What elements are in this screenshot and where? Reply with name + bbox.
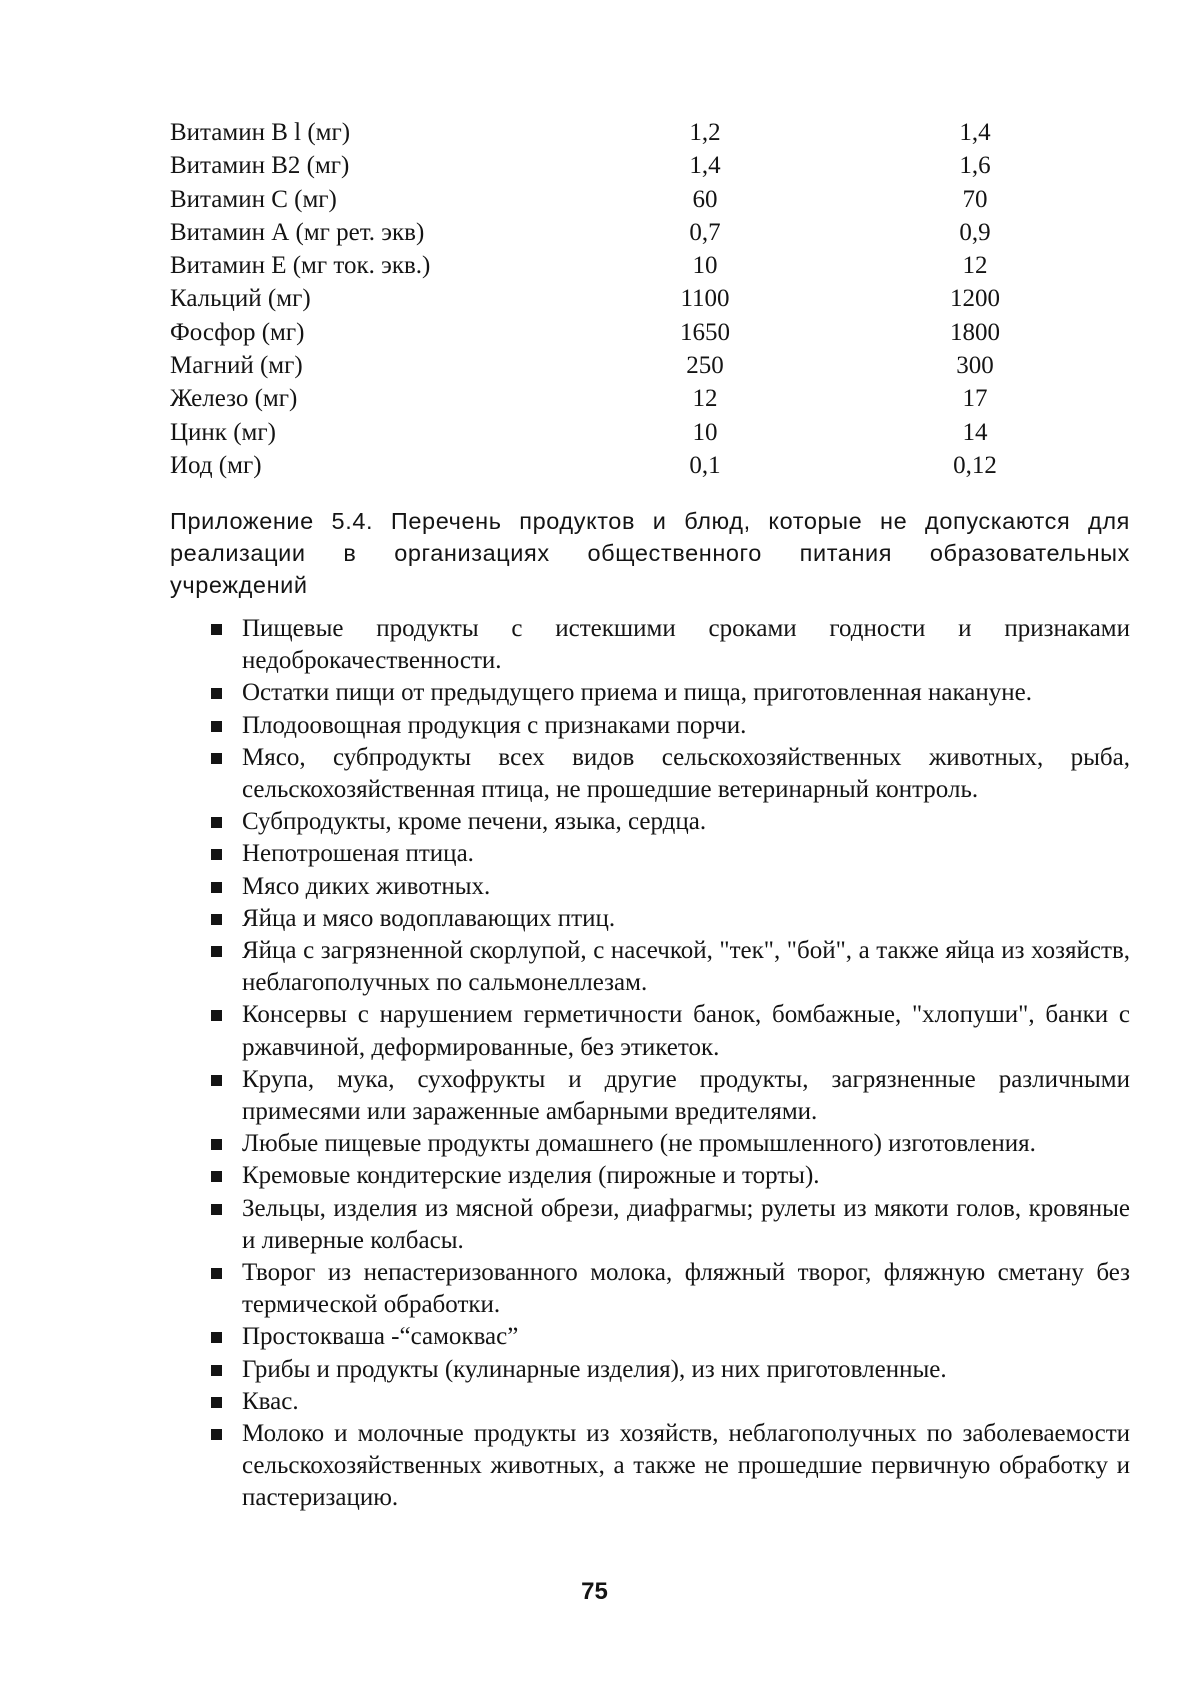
nutrient-value-col2: 17 xyxy=(962,385,988,413)
list-item-text: Субпродукты, кроме печени, языка, сердца. xyxy=(242,808,707,836)
nutrient-value-col1: 0,7 xyxy=(689,218,721,246)
appendix-heading: Приложение 5.4. Перечень продуктов и блюд, которые не допускаются для реализации в организациях общественного питания образовательных учреждений xyxy=(170,508,1130,598)
nutrient-name: Витамин А (мг рет. экв) xyxy=(170,218,425,246)
nutrient-value-col1: 1650 xyxy=(680,318,730,346)
list-item xyxy=(208,1257,1130,1321)
nutrient-row xyxy=(170,382,1050,415)
square-bullet-icon xyxy=(211,1075,222,1086)
square-bullet-icon xyxy=(211,1268,222,1279)
list-item xyxy=(208,1160,1130,1192)
list-item-text: Грибы и продукты (кулинарные изделия), из них приготовленные. xyxy=(242,1355,947,1383)
nutrient-row xyxy=(170,149,1050,182)
list-item-text: Квас. xyxy=(242,1387,299,1415)
nutrient-row xyxy=(170,183,1050,216)
list-item-text: Яйца с загрязненной скорлупой, с насечкой, "тек", "бой", а также яйца из хозяйств, неблагополучных по сальмонеллезам. xyxy=(242,937,1130,997)
list-item xyxy=(208,677,1130,709)
list-item xyxy=(208,1193,1130,1257)
list-item xyxy=(208,613,1130,677)
square-bullet-icon xyxy=(211,914,222,925)
nutrient-value-col2: 14 xyxy=(962,418,988,446)
list-item-text: Яйца и мясо водоплавающих птиц. xyxy=(242,904,616,932)
nutrient-value-col1: 60 xyxy=(692,185,718,213)
square-bullet-icon xyxy=(211,753,222,764)
nutrient-name: Железо (мг) xyxy=(170,385,298,413)
square-bullet-icon xyxy=(211,1010,222,1021)
list-item-text: Молоко и молочные продукты из хозяйств, неблагополучных по заболеваемости сельскохозяйственных животных, а также не прошедшие первичную обработку и пастеризацию. xyxy=(242,1420,1130,1512)
list-item-text: Зельцы, изделия из мясной обрези, диафрагмы; рулеты из мякоти голов, кровяные и ливерные колбасы. xyxy=(242,1194,1130,1254)
list-item xyxy=(208,1354,1130,1386)
list-item xyxy=(208,903,1130,935)
nutrient-value-col2: 70 xyxy=(962,185,988,213)
square-bullet-icon xyxy=(211,1397,222,1408)
nutrient-value-col1: 250 xyxy=(686,352,724,380)
square-bullet-icon xyxy=(211,882,222,893)
list-item xyxy=(208,935,1130,999)
nutrient-name: Магний (мг) xyxy=(170,352,303,380)
nutrient-value-col2: 1,4 xyxy=(959,119,991,146)
nutrient-name: Кальций (мг) xyxy=(170,285,311,313)
nutrient-value-col2: 0,9 xyxy=(959,218,991,246)
nutrient-name: Фосфор (мг) xyxy=(170,318,305,346)
square-bullet-icon xyxy=(211,1332,222,1343)
nutrient-value-col2: 0,12 xyxy=(953,451,997,479)
nutrient-name: Витамин В l (мг) xyxy=(170,119,351,146)
nutrient-name: Витамин С (мг) xyxy=(170,185,337,213)
list-item-text: Непотрошеная птица. xyxy=(242,840,474,868)
prohibited-products-list xyxy=(208,613,1130,1515)
list-item xyxy=(208,710,1130,742)
square-bullet-icon xyxy=(211,1171,222,1182)
nutrient-row xyxy=(170,249,1050,282)
nutrient-table xyxy=(170,116,1050,482)
list-item-text: Творог из непастеризованного молока, фляжный творог, фляжную сметану без термической обработки. xyxy=(242,1259,1130,1319)
square-bullet-icon xyxy=(211,1139,222,1150)
list-item-text: Крупа, мука, сухофрукты и другие продукты, загрязненные различными примесями или зараженные амбарными вредителями. xyxy=(242,1065,1130,1126)
square-bullet-icon xyxy=(211,849,222,860)
list-item-text: Мясо диких животных. xyxy=(242,872,491,900)
nutrient-value-col2: 12 xyxy=(962,252,988,280)
nutrient-row xyxy=(170,316,1050,349)
list-item-text: Любые пищевые продукты домашнего (не промышленного) изготовления. xyxy=(242,1130,1036,1158)
square-bullet-icon xyxy=(211,721,222,732)
nutrient-row xyxy=(170,282,1050,315)
list-item xyxy=(208,871,1130,903)
nutrient-value-col1: 10 xyxy=(692,418,718,446)
list-item xyxy=(208,742,1130,806)
square-bullet-icon xyxy=(211,1365,222,1376)
nutrient-value-col2: 1,6 xyxy=(959,152,991,180)
nutrient-row xyxy=(170,449,1050,482)
nutrient-row xyxy=(170,416,1050,449)
square-bullet-icon xyxy=(211,688,222,699)
list-item-text: Остатки пищи от предыдущего приема и пища, приготовленная накануне. xyxy=(242,679,1032,707)
list-item-text: Пищевые продукты с истекшими сроками годности и признаками недоброкачественности. xyxy=(242,615,1130,675)
list-item xyxy=(208,999,1130,1063)
list-item xyxy=(208,838,1130,870)
list-item xyxy=(208,806,1130,838)
list-item xyxy=(208,1386,1130,1418)
nutrient-value-col1: 0,1 xyxy=(689,451,721,479)
list-item xyxy=(208,1064,1130,1128)
list-item-text: Кремовые кондитерские изделия (пирожные и торты). xyxy=(242,1162,820,1190)
square-bullet-icon xyxy=(211,624,222,635)
list-item xyxy=(208,1128,1130,1160)
nutrient-name: Иод (мг) xyxy=(170,451,262,479)
nutrient-name: Витамин В2 (мг) xyxy=(170,152,350,180)
nutrient-value-col1: 1100 xyxy=(680,285,730,313)
nutrient-value-col2: 1200 xyxy=(950,285,1000,313)
nutrient-value-col1: 1,2 xyxy=(689,119,721,146)
nutrient-row xyxy=(170,216,1050,249)
nutrient-value-col1: 12 xyxy=(692,385,718,413)
list-item xyxy=(208,1321,1130,1353)
list-item-text: Мясо, субпродукты всех видов сельскохозяйственных животных, рыба, сельскохозяйственная птица, не прошедшие ветеринарный контроль. xyxy=(242,743,1130,804)
nutrient-row xyxy=(170,349,1050,382)
list-item-text: Плодоовощная продукция с признаками порчи. xyxy=(242,711,747,739)
square-bullet-icon xyxy=(211,817,222,828)
square-bullet-icon xyxy=(211,946,222,957)
nutrient-name: Цинк (мг) xyxy=(170,418,276,446)
page-number: 75 xyxy=(581,1578,608,1605)
square-bullet-icon xyxy=(211,1429,222,1440)
list-item-text: Консервы с нарушением герметичности банок, бомбажные, "хлопуши", банки с ржавчиной, деформированные, без этикеток. xyxy=(242,1001,1130,1061)
list-item xyxy=(208,1418,1130,1515)
nutrient-value-col2: 300 xyxy=(956,352,994,380)
nutrient-value-col1: 1,4 xyxy=(689,152,721,180)
nutrient-value-col2: 1800 xyxy=(950,318,1000,346)
list-item-text: Простокваша -“самоквас” xyxy=(242,1323,519,1351)
nutrient-name: Витамин Е (мг ток. экв.) xyxy=(170,252,431,280)
nutrient-value-col1: 10 xyxy=(692,252,718,280)
square-bullet-icon xyxy=(211,1204,222,1215)
nutrient-row xyxy=(170,116,1050,149)
